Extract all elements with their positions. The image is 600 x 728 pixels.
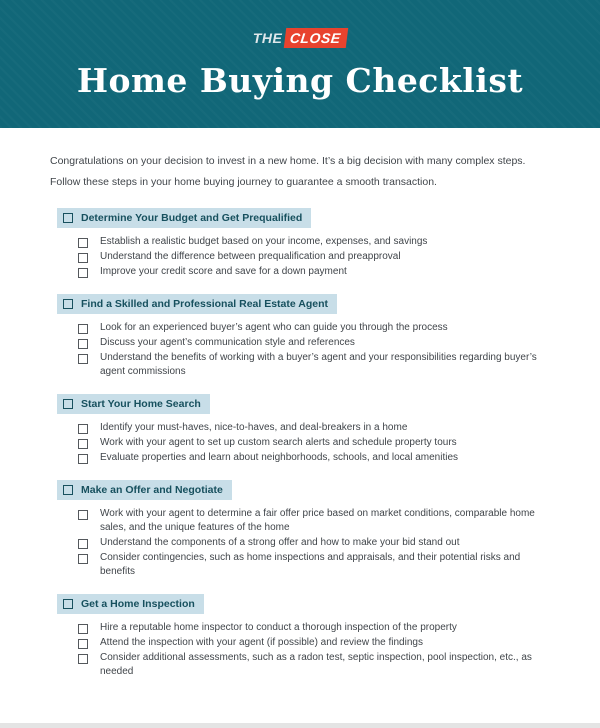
checklist-item	[78, 651, 550, 679]
item-checkbox[interactable]	[78, 539, 88, 549]
item-label: Consider additional assessments, such as a radon test, septic inspection, pool inspection, etc., as needed	[100, 652, 532, 677]
section-header	[57, 294, 337, 314]
checklist-item	[78, 436, 550, 450]
section-title: Find a Skilled and Professional Real Estate Agent	[81, 298, 329, 310]
item-checkbox[interactable]	[78, 510, 88, 520]
item-checkbox[interactable]	[78, 424, 88, 434]
the-close-logo	[253, 28, 347, 48]
section-offer	[57, 480, 550, 579]
checklist-item	[78, 265, 550, 279]
section-checkbox[interactable]	[63, 485, 73, 495]
item-label: Improve your credit score and save for a down payment	[100, 266, 347, 277]
section-header	[57, 394, 210, 414]
item-label: Understand the difference between prequalification and preapproval	[100, 251, 401, 262]
item-checkbox[interactable]	[78, 554, 88, 564]
item-checkbox[interactable]	[78, 639, 88, 649]
item-label: Consider contingencies, such as home inspections and appraisals, and their potential risks and benefits	[100, 552, 521, 577]
section-inspection	[57, 594, 550, 679]
item-checkbox[interactable]	[78, 439, 88, 449]
section-checkbox[interactable]	[63, 213, 73, 223]
section-title: Start Your Home Search	[81, 398, 201, 410]
checklist-item	[78, 636, 550, 650]
item-checkbox[interactable]	[78, 354, 88, 364]
item-checkbox[interactable]	[78, 268, 88, 278]
checklist-item	[78, 451, 550, 465]
intro-line-2: Follow these steps in your home buying journey to guarantee a smooth transaction.	[50, 176, 437, 188]
section-title: Get a Home Inspection	[81, 598, 195, 610]
item-checkbox[interactable]	[78, 253, 88, 263]
checklist-item	[78, 421, 550, 435]
item-checkbox[interactable]	[78, 324, 88, 334]
item-label: Work with your agent to determine a fair offer price based on market conditions, comparable home sales, and the unique features of the home	[100, 508, 535, 533]
checklist-item	[78, 551, 550, 579]
checklist-item	[78, 235, 550, 249]
checklist-item	[78, 250, 550, 264]
section-items	[57, 421, 550, 465]
section-search	[57, 394, 550, 465]
section-items	[57, 621, 550, 679]
section-checkbox[interactable]	[63, 299, 73, 309]
item-label: Establish a realistic budget based on your income, expenses, and savings	[100, 236, 428, 247]
item-label: Understand the benefits of working with a buyer’s agent and your responsibilities regarding buyer’s agent commissions	[100, 352, 537, 377]
logo-close-badge: CLOSE	[284, 28, 348, 48]
checklist-item	[78, 351, 550, 379]
section-title: Make an Offer and Negotiate	[81, 484, 223, 496]
page-bottom-edge	[0, 723, 600, 728]
item-checkbox[interactable]	[78, 624, 88, 634]
checklist-item	[78, 507, 550, 535]
section-agent	[57, 294, 550, 379]
checklist-item	[78, 336, 550, 350]
section-items	[57, 321, 550, 379]
item-label: Understand the components of a strong offer and how to make your bid stand out	[100, 537, 460, 548]
item-checkbox[interactable]	[78, 454, 88, 464]
section-items	[57, 235, 550, 279]
item-label: Look for an experienced buyer’s agent who can guide you through the process	[100, 322, 448, 333]
section-budget	[57, 208, 550, 279]
section-checkbox[interactable]	[63, 599, 73, 609]
checklist-body	[0, 128, 600, 679]
item-label: Attend the inspection with your agent (if possible) and review the findings	[100, 637, 423, 648]
section-items	[57, 507, 550, 579]
item-label: Discuss your agent’s communication style and references	[100, 337, 355, 348]
intro-line-1: Congratulations on your decision to invest in a new home. It’s a big decision with many complex steps.	[50, 155, 526, 167]
item-checkbox[interactable]	[78, 238, 88, 248]
item-checkbox[interactable]	[78, 654, 88, 664]
checklist-item	[78, 621, 550, 635]
section-header	[57, 208, 311, 228]
section-header	[57, 594, 204, 614]
item-label: Identify your must-haves, nice-to-haves, and deal-breakers in a home	[100, 422, 408, 433]
section-checkbox[interactable]	[63, 399, 73, 409]
document-header	[0, 0, 600, 128]
logo-the-text: THE	[252, 30, 283, 46]
intro-paragraph	[50, 151, 550, 193]
section-title: Determine Your Budget and Get Prequalified	[81, 212, 303, 224]
item-label: Work with your agent to set up custom search alerts and schedule property tours	[100, 437, 457, 448]
checklist-item	[78, 321, 550, 335]
item-label: Hire a reputable home inspector to conduct a thorough inspection of the property	[100, 622, 457, 633]
item-label: Evaluate properties and learn about neighborhoods, schools, and local amenities	[100, 452, 459, 463]
checklist-item	[78, 536, 550, 550]
item-checkbox[interactable]	[78, 339, 88, 349]
page-title: Home Buying Checklist	[76, 61, 524, 100]
section-header	[57, 480, 232, 500]
